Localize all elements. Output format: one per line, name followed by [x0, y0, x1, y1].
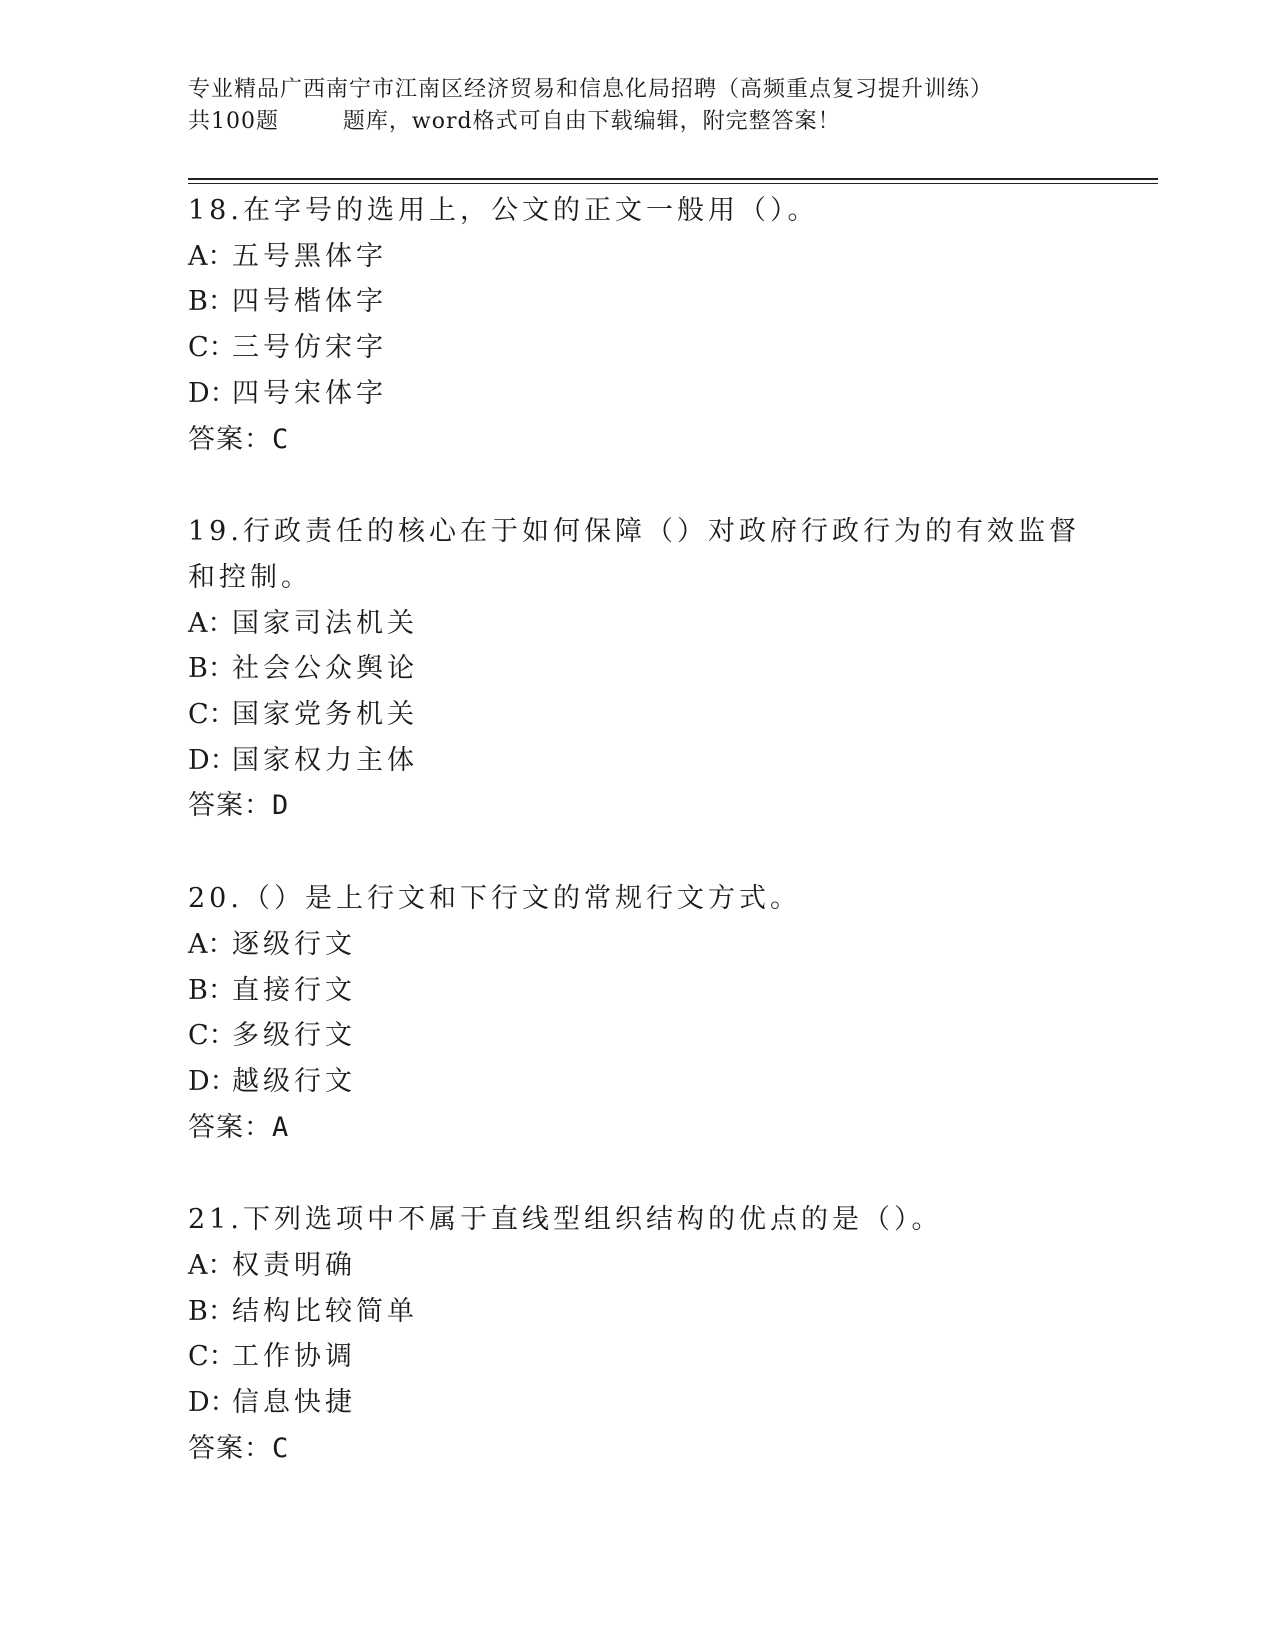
- option-text: 结构比较简单: [232, 1295, 418, 1327]
- answer-line: 答案：D: [188, 790, 290, 822]
- option-text: 信息快捷: [232, 1387, 356, 1419]
- option-key: D：: [188, 744, 237, 776]
- option-key: B：: [188, 974, 235, 1006]
- option-d: [188, 371, 1088, 417]
- question-stem: 19.行政责任的核心在于如何保障（）对政府行政行为的有效监督和控制。: [188, 516, 1080, 593]
- question-stem: 21.下列选项中不属于直线型组织结构的优点的是（）。: [188, 1204, 943, 1236]
- option-a: [188, 922, 1088, 968]
- option-text: 社会公众舆论: [232, 653, 418, 685]
- option-key: C：: [188, 1020, 236, 1052]
- option-key: C：: [188, 1341, 236, 1373]
- option-text: 国家司法机关: [232, 607, 418, 639]
- option-text: 工作协调: [232, 1341, 356, 1373]
- header-subtitle: 共100题 题库，word格式可自由下载编辑，附完整答案！: [188, 109, 841, 134]
- option-text: 四号楷体字: [232, 286, 387, 318]
- question-item: [188, 1197, 1088, 1471]
- option-text: 四号宋体字: [232, 377, 387, 409]
- option-c: [188, 1013, 1088, 1059]
- option-key: B：: [188, 653, 235, 685]
- option-d: [188, 1059, 1088, 1105]
- option-text: 直接行文: [232, 974, 356, 1006]
- option-a: [188, 601, 1088, 647]
- question-stem: 20.（）是上行文和下行文的常规行文方式。: [188, 883, 801, 915]
- option-key: C：: [188, 699, 236, 731]
- option-text: 多级行文: [232, 1020, 356, 1052]
- option-text: 越级行文: [232, 1065, 356, 1097]
- option-a: [188, 234, 1088, 280]
- option-key: B：: [188, 286, 235, 318]
- option-key: A：: [188, 928, 235, 960]
- option-b: [188, 646, 1088, 692]
- header-rule-thick: [188, 178, 1158, 180]
- option-key: D：: [188, 1065, 237, 1097]
- option-a: [188, 1243, 1088, 1289]
- option-key: A：: [188, 240, 235, 272]
- option-text: 逐级行文: [232, 928, 356, 960]
- option-key: C：: [188, 332, 236, 364]
- option-text: 权责明确: [232, 1250, 356, 1282]
- option-key: A：: [188, 1250, 235, 1282]
- header-rule-thin: [188, 183, 1158, 184]
- option-b: [188, 968, 1088, 1014]
- option-key: D：: [188, 1387, 237, 1419]
- question-list: [188, 188, 1088, 1519]
- option-text: 国家权力主体: [232, 744, 418, 776]
- option-text: 五号黑体字: [232, 240, 387, 272]
- question-item: [188, 188, 1088, 462]
- option-c: [188, 692, 1088, 738]
- option-b: [188, 279, 1088, 325]
- option-text: 三号仿宋字: [232, 332, 387, 364]
- option-key: D：: [188, 377, 237, 409]
- answer-line: 答案：A: [188, 1111, 290, 1143]
- option-key: B：: [188, 1295, 235, 1327]
- header-title: 专业精品广西南宁市江南区经济贸易和信息化局招聘（高频重点复习提升训练）: [188, 77, 994, 102]
- option-text: 国家党务机关: [232, 699, 418, 731]
- option-d: [188, 1380, 1088, 1426]
- option-d: [188, 738, 1088, 784]
- answer-line: 答案：C: [188, 423, 290, 455]
- option-c: [188, 325, 1088, 371]
- question-item: [188, 509, 1088, 829]
- question-stem: 18.在字号的选用上，公文的正文一般用（）。: [188, 195, 819, 226]
- option-key: A：: [188, 607, 235, 639]
- option-b: [188, 1289, 1088, 1335]
- answer-line: 答案：C: [188, 1432, 290, 1464]
- option-c: [188, 1334, 1088, 1380]
- document-header: [188, 74, 1088, 138]
- question-item: [188, 876, 1088, 1150]
